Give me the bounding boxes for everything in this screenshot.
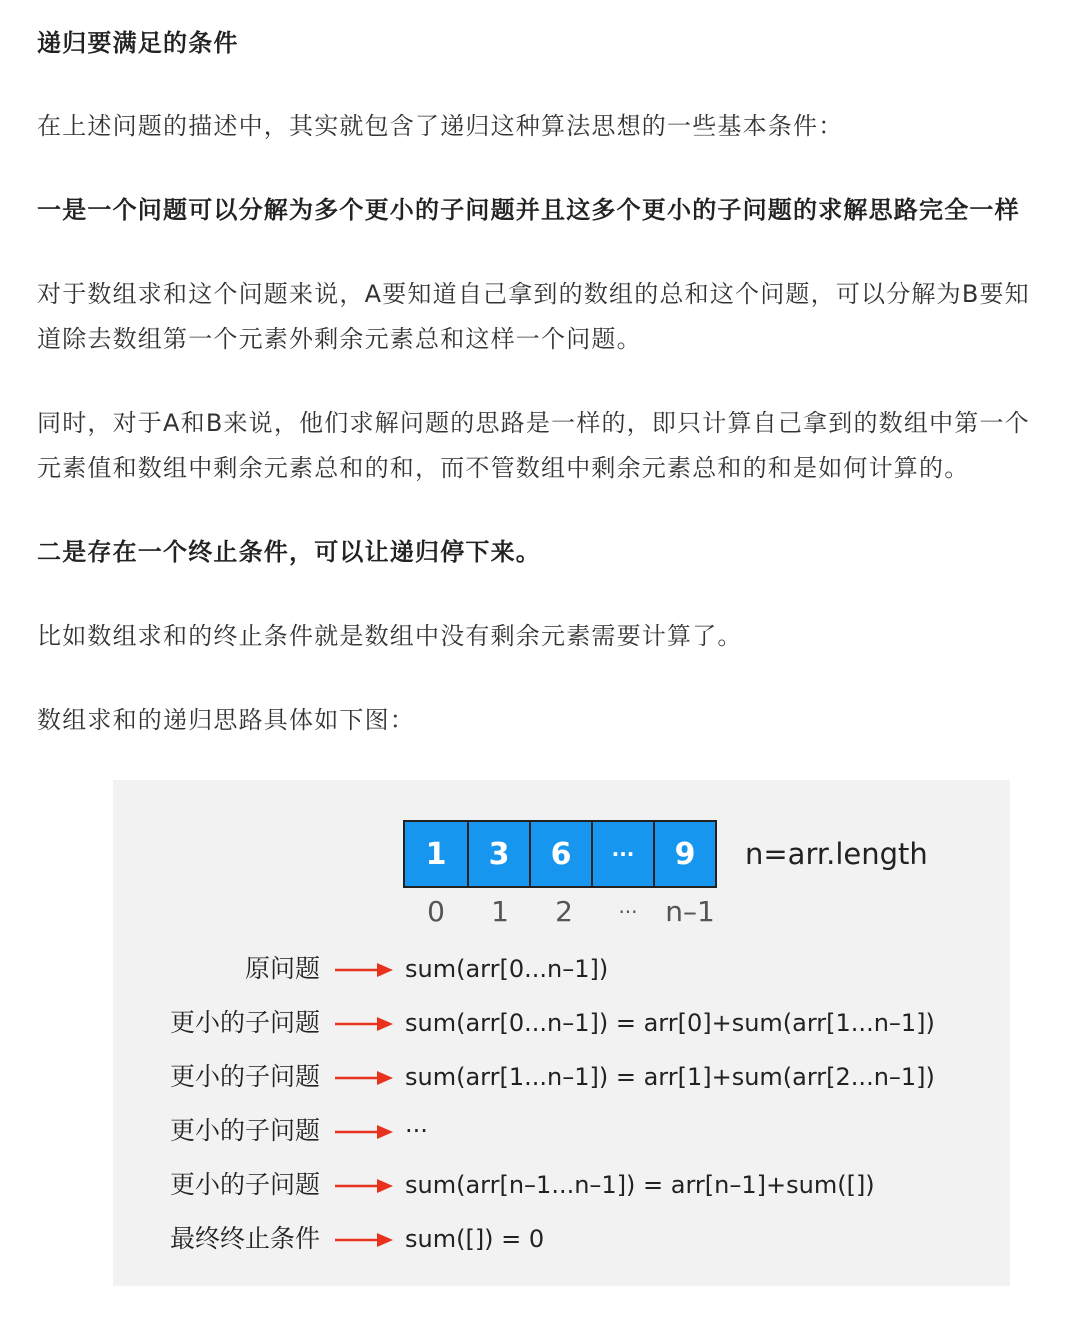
arrow-right-icon bbox=[335, 1017, 393, 1031]
step-label: 更小的子问题 bbox=[169, 1062, 320, 1091]
array-index: 1 bbox=[491, 895, 509, 928]
paragraph-3-line-2: 道除去数组第一个元素外剩余元素总和这样一个问题。 bbox=[37, 325, 642, 353]
recursion-step-row bbox=[113, 1111, 1010, 1151]
paragraph-7: 数组求和的递归思路具体如下图： bbox=[37, 706, 415, 734]
step-expression: sum([]) = 0 bbox=[405, 1225, 545, 1253]
array-cell: 9 bbox=[653, 822, 715, 886]
recursion-step-row bbox=[113, 1165, 1010, 1205]
arrow-right-icon bbox=[335, 1071, 393, 1085]
recursion-diagram bbox=[113, 780, 1010, 1286]
arrow-right-icon bbox=[335, 1233, 393, 1247]
condition-one: 一是一个问题可以分解为多个更小的子问题并且这多个更小的子问题的求解思路完全一样 bbox=[37, 196, 1020, 224]
step-label: 更小的子问题 bbox=[169, 1008, 320, 1037]
section-heading: 递归要满足的条件 bbox=[37, 29, 239, 57]
array-cell: ··· bbox=[591, 822, 653, 886]
step-expression: sum(arr[n–1...n–1]) = arr[n–1]+sum([]) bbox=[405, 1171, 875, 1199]
condition-two: 二是存在一个终止条件，可以让递归停下来。 bbox=[37, 538, 541, 566]
arrow-right-icon bbox=[335, 1125, 393, 1139]
paragraph-4-line-2: 元素值和数组中剩余元素总和的和，而不管数组中剩余元素总和的和是如何计算的。 bbox=[37, 454, 970, 482]
intro-paragraph: 在上述问题的描述中，其实就包含了递归这种算法思想的一些基本条件： bbox=[37, 112, 844, 140]
step-label: 原问题 bbox=[244, 954, 320, 983]
step-expression: sum(arr[0...n–1]) bbox=[405, 955, 609, 983]
step-label: 更小的子问题 bbox=[169, 1116, 320, 1145]
paragraph-3-line-1: 对于数组求和这个问题来说，A要知道自己拿到的数组的总和这个问题，可以分解为B要知 bbox=[37, 280, 1030, 308]
paragraph-4-line-1: 同时，对于A和B来说，他们求解问题的思路是一样的，即只计算自己拿到的数组中第一个 bbox=[37, 409, 1030, 437]
recursion-step-row bbox=[113, 1003, 1010, 1043]
step-expression: ··· bbox=[405, 1117, 428, 1145]
array-index: 0 bbox=[427, 895, 445, 928]
step-label: 最终终止条件 bbox=[169, 1224, 320, 1253]
array-index: n–1 bbox=[665, 895, 715, 928]
array-cell: 1 bbox=[405, 822, 467, 886]
paragraph-6: 比如数组求和的终止条件就是数组中没有剩余元素需要计算了。 bbox=[37, 622, 743, 650]
recursion-step-row bbox=[113, 1219, 1010, 1259]
array-cell: 3 bbox=[467, 822, 529, 886]
array-cells bbox=[403, 820, 717, 888]
arrow-right-icon bbox=[335, 1179, 393, 1193]
step-expression: sum(arr[0...n–1]) = arr[0]+sum(arr[1...n–1]) bbox=[405, 1009, 935, 1037]
array-index: 2 bbox=[555, 895, 573, 928]
step-expression: sum(arr[1...n–1]) = arr[1]+sum(arr[2...n–1]) bbox=[405, 1063, 935, 1091]
arrow-right-icon bbox=[335, 963, 393, 977]
array-index: ··· bbox=[618, 900, 638, 924]
array-length-label: n=arr.length bbox=[745, 837, 928, 871]
recursion-step-row bbox=[113, 949, 1010, 989]
recursion-step-row bbox=[113, 1057, 1010, 1097]
array-cell: 6 bbox=[529, 822, 591, 886]
step-label: 更小的子问题 bbox=[169, 1170, 320, 1199]
